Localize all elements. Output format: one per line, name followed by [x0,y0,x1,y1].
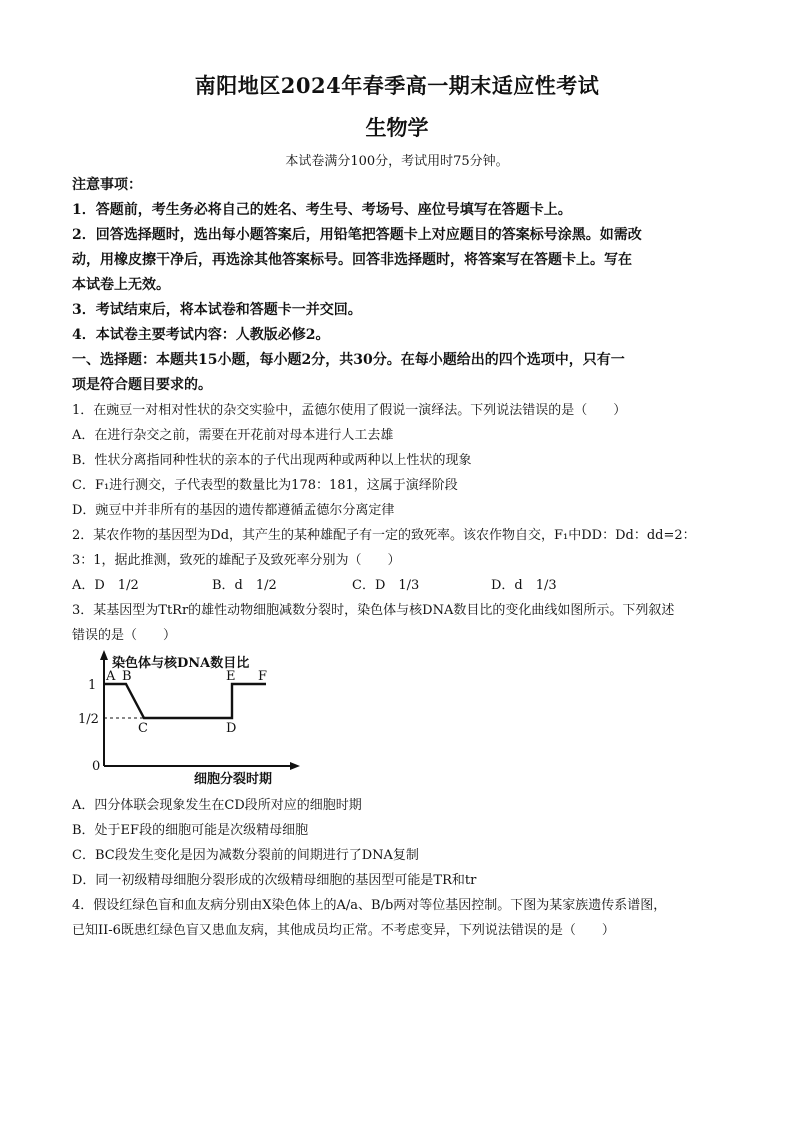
question-2-option-c: C．D 1/3 [352,578,420,593]
exam-title: 南阳地区2024年春季高一期末适应性考试 [194,73,600,98]
tick-label-half: 1/2 [78,712,99,727]
note-item-2-line-1: 2．回答选择题时，选出每小题答案后，用铅笔把答题卡上对应题目的答案标号涂黑。如需改 [72,227,642,243]
note-item-2-line-3: 本试卷上无效。 [72,277,170,293]
note-item-4: 4．本试卷主要考试内容：人教版必修2。 [72,327,330,343]
point-label-f: F [258,669,268,684]
question-3-option-d: D．同一初级精母细胞分裂形成的次级精母细胞的基因型可能是TR和tr [72,873,477,888]
exam-note: 本试卷满分100分，考试用时75分钟。 [285,154,509,169]
question-1-option-c: C．F₁进行测交，子代表型的数量比为178：181，这属于演绎阶段 [72,478,458,493]
tick-label-0: 0 [92,759,101,774]
question-1-option-d: D．豌豆中并非所有的基因的遗传都遵循孟德尔分离定律 [72,503,395,518]
point-label-a: A [106,669,116,684]
note-item-3: 3．考试结束后，将本试卷和答题卡一并交回。 [72,302,362,318]
question-1-option-a: A．在进行杂交之前，需要在开花前对母本进行人工去雄 [72,428,394,443]
note-item-2-line-2: 动，用橡皮擦干净后，再选涂其他答案标号。回答非选择题时，将答案写在答题卡上。写在 [72,252,632,268]
question-1-stem: 1．在豌豆一对相对性状的杂交实验中，孟德尔使用了假说一演绎法。下列说法错误的是（ ） [72,403,627,418]
x-axis-label: 细胞分裂时期 [194,772,273,787]
question-3-stem-line-1: 3．某基因型为TtRr的雄性动物细胞减数分裂时，染色体与核DNA数目比的变化曲线如图所示。下列叙述 [72,603,675,618]
question-2-option-b: B．d 1/2 [212,578,277,593]
point-label-c: C [138,721,148,736]
section-heading-line-1: 一、选择题：本题共15小题，每小题2分，共30分。在每小题给出的四个选项中，只有一 [72,352,625,368]
point-label-e: E [226,669,236,684]
notes-heading: 注意事项： [72,177,142,193]
question-3-option-b: B．处于EF段的细胞可能是次级精母细胞 [72,823,309,838]
chromosome-dna-ratio-graph [78,648,306,788]
point-label-b: B [122,669,132,684]
question-2-stem-line-2: 3：1，据此推测，致死的雄配子及致死率分别为（ ） [72,553,401,568]
y-axis-arrow [100,650,108,660]
question-4-stem-line-2: 已知II-6既患红绿色盲又患血友病，其他成员均正常。不考虑变异，下列说法错误的是（ ） [72,923,615,938]
tick-label-1: 1 [88,678,97,693]
y-axis-label: 染色体与核DNA数目比 [112,656,250,671]
question-2-stem-line-1: 2．某农作物的基因型为Dd，其产生的某种雄配子有一定的致死率。该农作物自交，F₁中DD：Dd：dd=2： [72,528,696,543]
x-axis-arrow [290,762,300,770]
question-3-option-c: C．BC段发生变化是因为减数分裂前的间期进行了DNA复制 [72,848,419,863]
question-4-stem-line-1: 4．假设红绿色盲和血友病分别由X染色体上的A/a、B/b两对等位基因控制。下图为某家族遗传系谱图， [72,898,667,913]
ratio-curve [104,684,266,718]
question-3-stem-line-2: 错误的是（ ） [72,628,177,643]
note-item-1: 1．答题前，考生务必将自己的姓名、考生号、考场号、座位号填写在答题卡上。 [72,202,572,218]
question-1-option-b: B．性状分离指同种性状的亲本的子代出现两种或两种以上性状的现象 [72,453,472,468]
question-2-option-a: A．D 1/2 [72,578,139,593]
question-3-option-a: A．四分体联会现象发生在CD段所对应的细胞时期 [72,798,362,813]
subject-title: 生物学 [365,115,429,140]
point-label-d: D [226,721,237,736]
section-heading-line-2: 项是符合题目要求的。 [72,377,212,393]
question-2-option-d: D．d 1/3 [491,578,557,593]
